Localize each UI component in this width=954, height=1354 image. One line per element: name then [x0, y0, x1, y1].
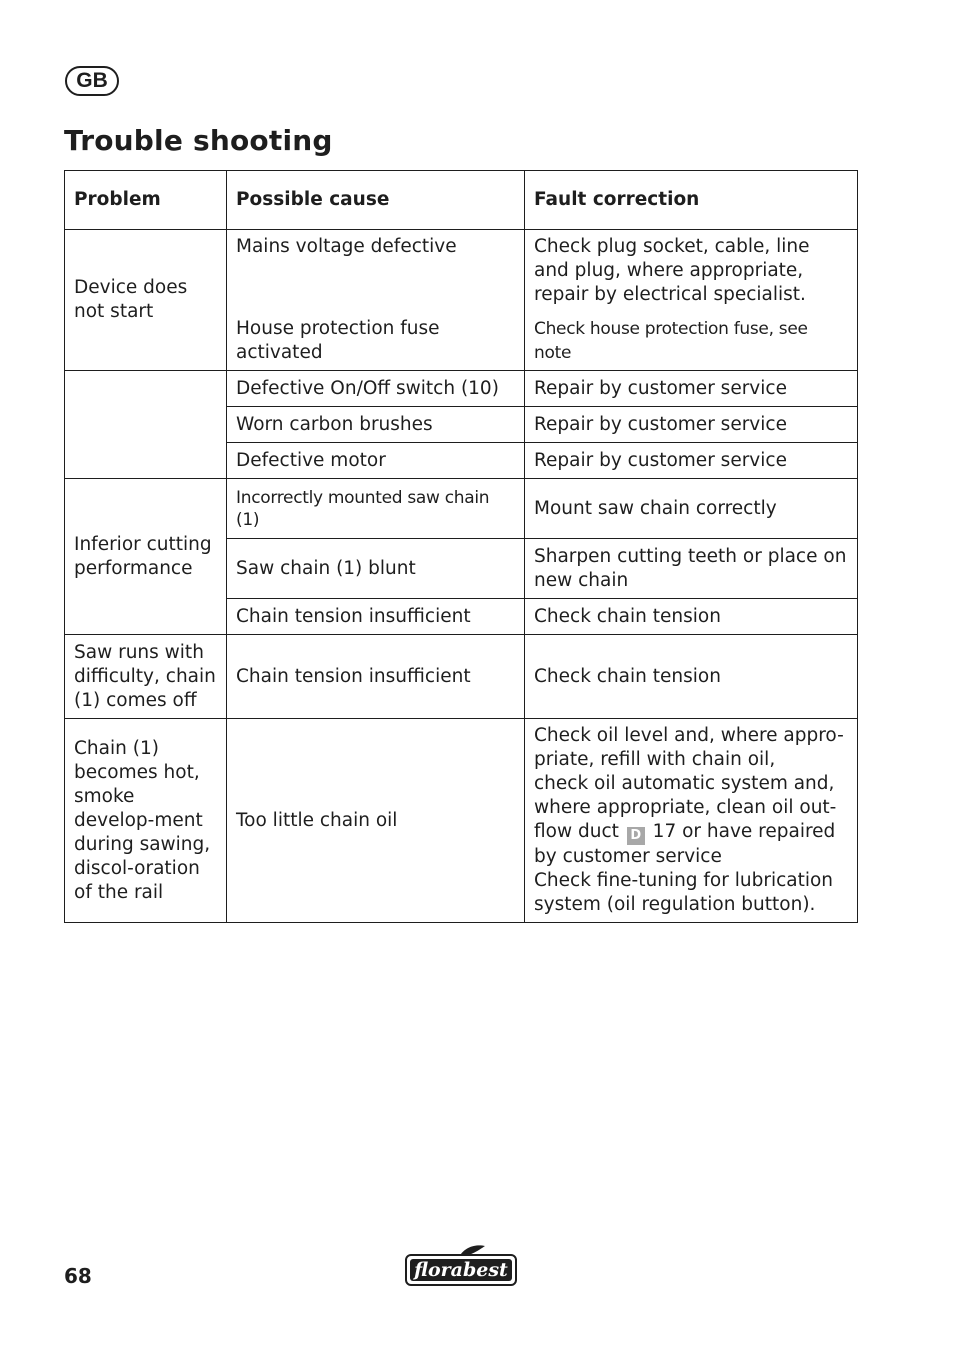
column-header-cause: Possible cause	[227, 171, 525, 230]
correction-line: Check fine-tuning for lubrication system (oil regulation button).	[534, 870, 834, 915]
language-badge: GB	[65, 66, 119, 96]
table-row	[65, 719, 858, 923]
table-row	[65, 479, 858, 539]
problem-cell: Chain (1) becomes hot, smoke develop-ment during sawing, discol-oration of the rail	[65, 719, 227, 923]
correction-cell: Check house protection fuse, see note	[525, 312, 858, 371]
correction-cell: Check plug socket, cable, line and plug, where appropriate, repair by electrical specialist.	[525, 230, 858, 313]
logo-frame	[405, 1254, 517, 1286]
column-header-correction: Fault correction	[525, 171, 858, 230]
cause-cell: Saw chain (1) blunt	[227, 539, 525, 599]
table-row	[65, 371, 858, 407]
cause-cell: House protection fuse activated	[227, 312, 525, 371]
table-header-row	[65, 171, 858, 230]
correction-cell	[525, 719, 858, 923]
correction-cell: Check chain tension	[525, 599, 858, 635]
problem-cell-continued	[65, 371, 227, 479]
cause-cell: Chain tension insufficient	[227, 599, 525, 635]
correction-cell: Check chain tension	[525, 635, 858, 719]
correction-line: 17 or have repaired by customer service	[534, 821, 836, 867]
logo-wordmark: florabest	[410, 1259, 512, 1281]
correction-cell: Repair by customer service	[525, 407, 858, 443]
problem-cell: Inferior cutting performance	[65, 479, 227, 635]
correction-cell: Sharpen cutting teeth or place on new chain	[525, 539, 858, 599]
problem-cell: Saw runs with difficulty, chain (1) comes off	[65, 635, 227, 719]
cause-cell: Chain tension insufficient	[227, 635, 525, 719]
correction-cell: Repair by customer service	[525, 371, 858, 407]
table-row	[65, 230, 858, 313]
table-row	[65, 635, 858, 719]
cause-cell: Too little chain oil	[227, 719, 525, 923]
column-header-problem: Problem	[65, 171, 227, 230]
page-title: Trouble shooting	[64, 124, 333, 157]
cause-cell: Defective motor	[227, 443, 525, 479]
correction-cell: Repair by customer service	[525, 443, 858, 479]
cause-cell: Mains voltage defective	[227, 230, 525, 313]
correction-line: check oil automatic system and, where appropriate, clean oil out-flow duct	[534, 773, 837, 842]
correction-cell: Mount saw chain correctly	[525, 479, 858, 539]
page-number: 68	[64, 1264, 92, 1288]
cause-cell: Incorrectly mounted saw chain (1)	[227, 479, 525, 539]
figure-reference-icon: D	[627, 827, 645, 845]
brand-logo	[405, 1244, 519, 1290]
cause-cell: Defective On/Off switch (10)	[227, 371, 525, 407]
cause-cell: Worn carbon brushes	[227, 407, 525, 443]
trouble-shooting-table	[64, 170, 858, 923]
correction-line: Check oil level and, where appro-priate, refill with chain oil,	[534, 725, 844, 770]
problem-cell: Device does not start	[65, 230, 227, 371]
